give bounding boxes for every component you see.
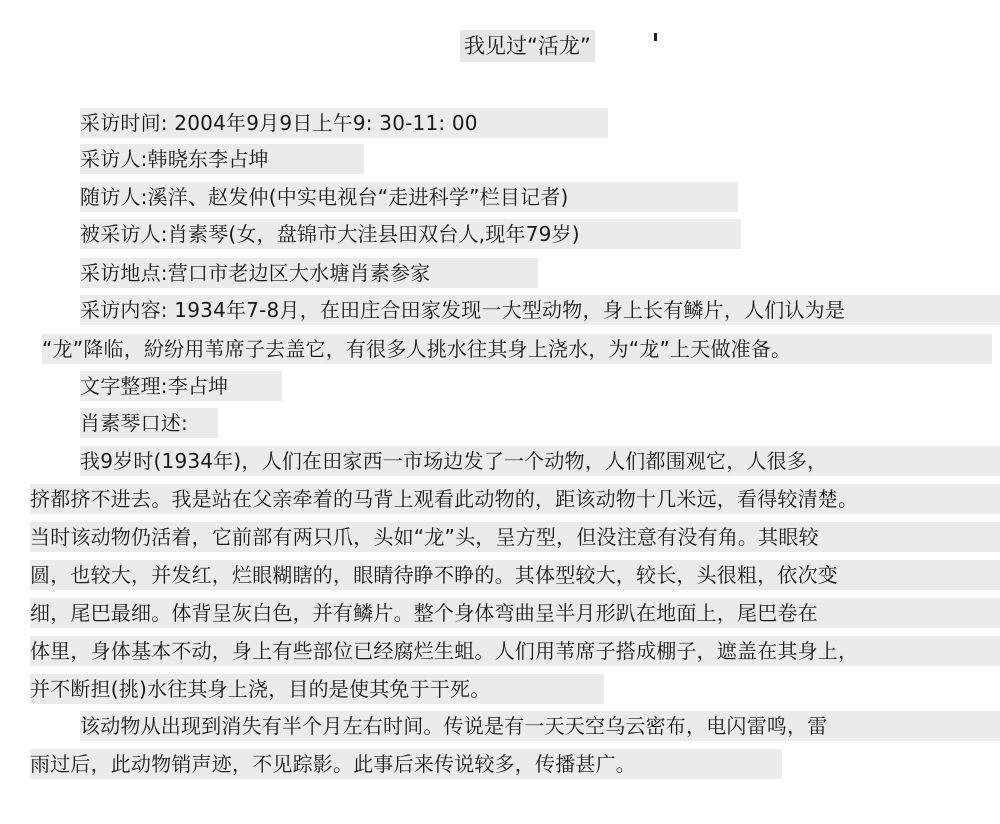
narration-label: 肖素琴口述: <box>80 408 218 438</box>
interviewee: 被采访人:肖素琴(女，盘锦市大洼县田双台人,现年79岁) <box>80 219 741 249</box>
interview-location: 采访地点:营口市老边区大水塘肖素参家 <box>80 258 538 288</box>
body-line: 该动物从出现到消失有半个月左右时间。传说是有一天天空乌云密布，电闪雷鸣，雷 <box>80 711 1000 741</box>
body-line: 我9岁时(1934年)，人们在田家西一市场边发了一个动物，人们都围观它，人很多， <box>80 446 1000 476</box>
body-line: 细，尾巴最细。体背呈灰白色，并有鳞片。整个身体弯曲呈半月形趴在地面上，尾巴卷在 <box>30 598 1000 628</box>
interviewers: 采访人:韩晓东李占坤 <box>80 144 364 174</box>
body-line: 当时该动物仍活着，它前部有两只爪，头如“龙”头，呈方型，但没注意有没有角。其眼较 <box>30 522 1000 552</box>
body-line: 体里，身体基本不动，身上有些部位已经腐烂生蛆。人们用苇席子搭成棚子，遮盖在其身上， <box>30 636 1000 666</box>
body-line: 挤都挤不进去。我是站在父亲牵着的马背上观看此动物的，距该动物十几米远，看得较清楚。 <box>30 484 1000 514</box>
companions: 随访人:溪洋、赵发仲(中实电视台“走进科学”栏目记者) <box>80 182 738 212</box>
body-line: 圆，也较大，并发红，烂眼糊瞎的，眼睛待睁不睁的。其体型较大，较长，头很粗，依次变 <box>30 560 1000 590</box>
stray-mark <box>654 33 657 41</box>
body-line: 并不断担(挑)水往其身上浇，目的是使其免于干死。 <box>30 674 604 704</box>
interview-time: 采访时间: 2004年9月9日上午9: 30-11: 00 <box>80 108 608 138</box>
interview-content-line-2: “龙”降临，紛纷用苇席子去盖它，有很多人挑水往其身上浇水，为“龙”上天做准备。 <box>42 334 992 364</box>
document-title: 我见过“活龙” <box>460 30 595 62</box>
body-line: 雨过后，此动物销声迹，不见踪影。此事后来传说较多，传播甚广。 <box>30 749 782 779</box>
interview-content-line-1: 采访内容: 1934年7-8月，在田庄合田家发现一大型动物，身上长有鳞片，人们认为是 <box>80 295 1000 325</box>
transcriber: 文字整理:李占坤 <box>80 371 282 401</box>
